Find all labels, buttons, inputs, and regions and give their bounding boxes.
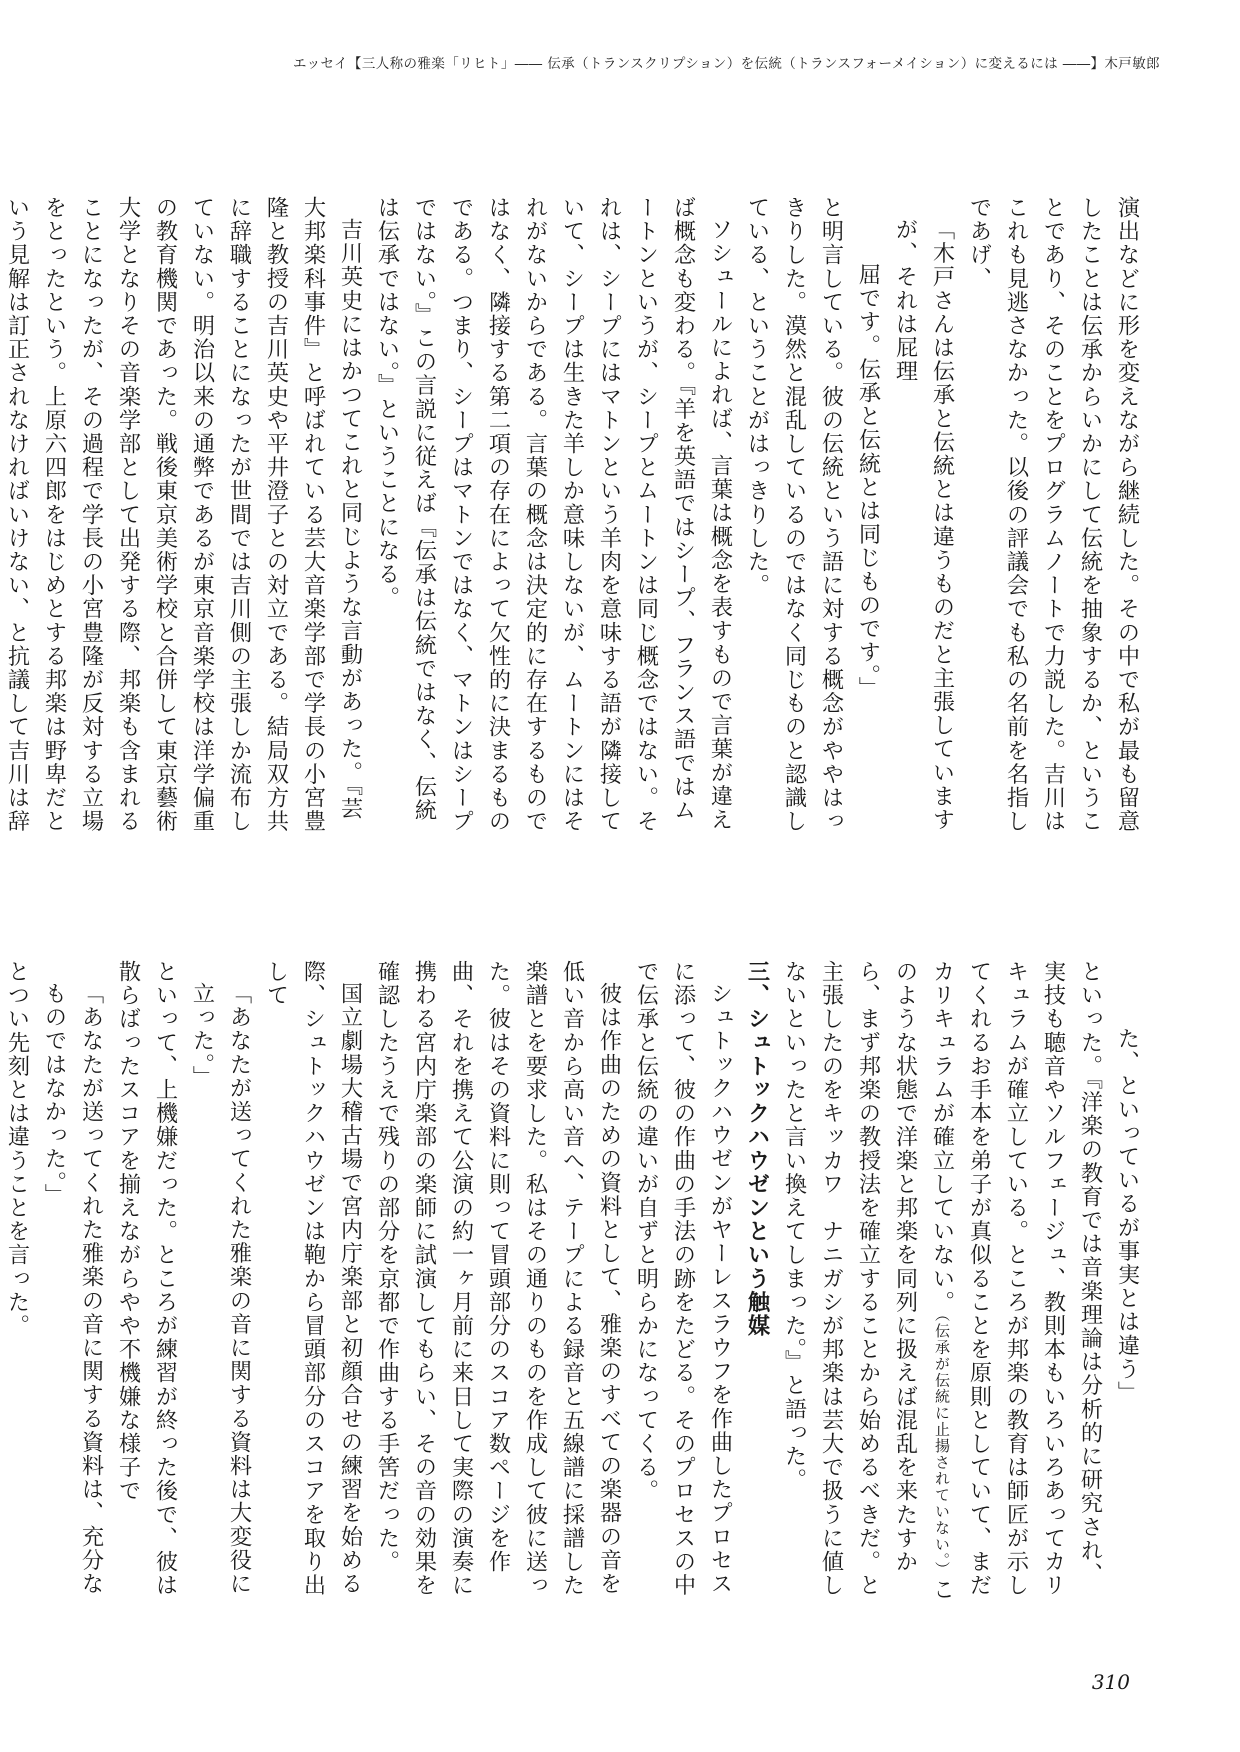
paragraph: ソシュールによれば、言葉は概念を表すもので言葉が違えば概念も変わる。『羊を英語ではシープ、フランス語ではムートンというが、シープとムートンは同じ概念ではない。それは、シープにはマトンという羊肉を意味する語が隣接していて、シープは生きた羊しか意味しないが、ムートンにはそれがないからである。言葉の概念は決定的に存在するものではなく、隣接する第二項の存在によって欠性的に決まるものである。つまり、シープはマトンではなく、マトンはシープではない。』この言説に従えば『伝承は伝統ではなく、伝統は伝承ではない。』ということになる。 bbox=[374, 196, 733, 834]
text-block-upper bbox=[4, 196, 1145, 844]
paragraph: とつい先刻とは違うことを言った。 bbox=[4, 960, 30, 1338]
running-header: エッセイ【三人称の雅楽「リヒト」―― 伝承（トランスクリプション）を伝統（トランスフォーメイション）に変えるには ――】木戸敏郎 bbox=[293, 56, 1160, 72]
quotation: 「木戸さんは伝承と伝統とは違うものだと主張していますが、それは屁理 bbox=[892, 218, 955, 832]
quotation: 「あなたが送ってくれた雅楽の音に関する資料は大変役に立った。」 bbox=[189, 982, 252, 1596]
paragraph: と明言している。彼の伝統という語に対する概念がややはっきりした。漠然と混乱しているのではなく同じものと認識している、ということがはっきりした。 bbox=[744, 196, 844, 834]
text-block-lower bbox=[4, 960, 1145, 1608]
quotation-continued: た、といっているが事実とは違う」 bbox=[1114, 1026, 1140, 1405]
page-number: 310 bbox=[1091, 1670, 1130, 1694]
section-heading: 三、シュトックハウゼンという触媒 bbox=[744, 960, 770, 1338]
paragraph: 演出などに形を変えながら継続した。その中で私が最も留意したことは伝承からいかにして伝統を抽象するか、ということであり、そのことをプログラムノートで力説した。吉川はこれも見逃さなかった。以後の評議会でも私の名前を名指しであげ、 bbox=[966, 196, 1140, 834]
paragraph: 吉川英史にはかつてこれと同じような言動があった。『芸大邦楽科事件』と呼ばれている芸大音楽学部で学長の小宮豊隆と教授の吉川英史や平井澄子との対立である。結局双方共に辞職することになったが世間では吉川側の主張しか流布していない。明治以来の通弊であるが東京音楽学校は洋学偏重の教育機関であった。戦後東京美術学校と合併して東京藝術大学となりその音楽学部として出発する際、邦楽も含まれることになったが、その過程で学長の小宮豊隆が反対する立場をとったという。上原六四郎をはじめとする邦楽は野卑だという見解は訂正されなければいけない、と抗議して吉川は辞 bbox=[4, 196, 363, 834]
quotation: 「あなたが送ってくれた雅楽の音に関する資料は、充分なものではなかった。」 bbox=[41, 982, 104, 1596]
paragraph: 彼は作曲のための資料として、雅楽のすべての楽器の音を低い音から高い音へ、テープによる録音と五線譜に採譜した楽譜とを要求した。私はその通りのものを作成して彼に送った。彼はその資料に則って冒頭部分のスコア数ページを作曲、それを携えて公演の約一ヶ月前に来日して実際の演奏に携わる宮内庁楽部の楽師に試演してもらい、その音の効果を確認したうえで残りの部分を京都で作曲する手筈だった。 bbox=[374, 960, 622, 1598]
paragraph bbox=[775, 960, 1108, 1608]
paragraph-part: このような状態で洋楽と邦楽を同列に扱えば混乱を来たすから、まず邦楽の教授法を確立することから始めるべきだ。と主張したのをキッカワ ナニガシが邦楽は芸大で扱うに値しないといったと言い換えてしまった。』と語った。 bbox=[781, 960, 955, 1602]
paragraph-part: といった。『洋楽の教育では音楽理論は分析的に研究され、実技も聴音やソルフェージュ、教則本もいろいろあってカリキュラムが確立している。ところが邦楽の教育は師匠が示してくれるお手本を弟子が真似ることを原則としていて、まだカリキュラムが確立していない。 bbox=[929, 960, 1103, 1598]
paragraph: 国立劇場大稽古場で宮内庁楽部と初顔合せの練習を始める際、シュトックハウゼンは鞄から冒頭部分のスコアを取り出して bbox=[263, 960, 363, 1598]
quotation-continued: 屈です。伝承と伝統とは同じものです。」 bbox=[855, 262, 881, 700]
paragraph: といって、上機嫌だった。ところが練習が終った後で、彼は散らばったスコアを揃えながらやや不機嫌な様子で bbox=[115, 960, 178, 1598]
inline-note: （伝承が伝統に止揚されていない。） bbox=[933, 1314, 951, 1578]
paragraph: シュトックハウゼンがヤーレスラウフを作曲したプロセスに添って、彼の作曲の手法の跡をたどる。そのプロセスの中で伝承と伝統の違いが自ずと明らかになってくる。 bbox=[633, 960, 733, 1598]
